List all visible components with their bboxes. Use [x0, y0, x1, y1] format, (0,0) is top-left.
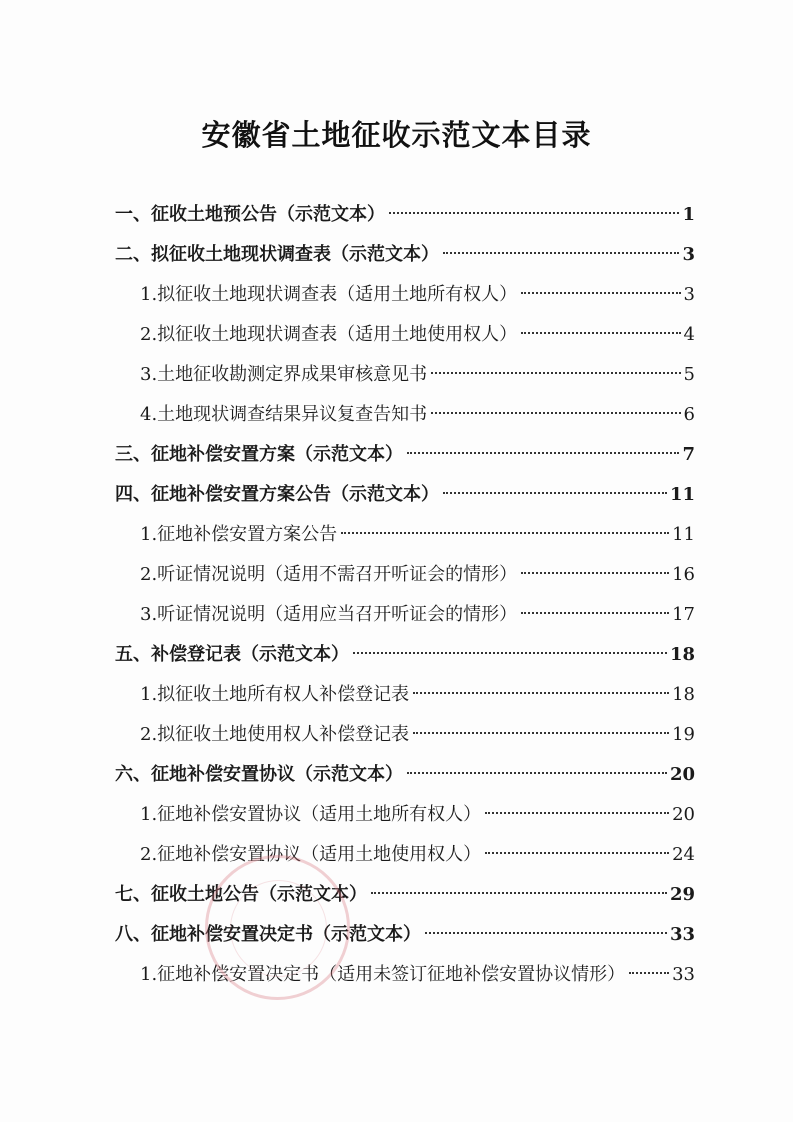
toc-page-number: 11 [669, 484, 695, 505]
toc-leader-dots [443, 492, 667, 494]
toc-entry-label: 三、征地补偿安置方案（示范文本） [115, 444, 403, 465]
toc-entry-label: 2.征地补偿安置协议（适用土地使用权人） [140, 844, 482, 865]
toc-leader-dots [629, 972, 669, 974]
toc-page-number: 3 [682, 244, 695, 265]
toc-entry-label: 3.土地征收勘测定界成果审核意见书 [140, 364, 428, 385]
toc-entry-section-2[interactable] [115, 235, 695, 275]
toc-leader-dots [485, 852, 669, 854]
toc-entry-label: 四、征地补偿安置方案公告（示范文本） [115, 484, 439, 505]
page-title: 安徽省土地征收示范文本目录 [201, 118, 592, 152]
toc-leader-dots [413, 732, 669, 734]
toc-page-number: 24 [672, 844, 695, 865]
toc-entry-label: 4.土地现状调查结果异议复查告知书 [140, 404, 428, 425]
toc-leader-dots [389, 212, 679, 214]
toc-page-number: 20 [669, 764, 695, 785]
toc-entry-label: 3.听证情况说明（适用应当召开听证会的情形） [140, 604, 518, 625]
toc-page-number: 33 [672, 964, 695, 985]
toc-entry-section-8[interactable] [115, 915, 695, 955]
toc-page-number: 17 [672, 604, 695, 625]
toc-entry-section-1[interactable] [115, 195, 695, 235]
toc-entry-subsection[interactable] [140, 515, 695, 555]
toc-entry-label: 2.拟征收土地使用权人补偿登记表 [140, 724, 410, 745]
toc-leader-dots [341, 532, 669, 534]
toc-leader-dots [431, 412, 680, 414]
toc-page-number: 16 [672, 564, 695, 585]
toc-page-number: 6 [683, 404, 695, 425]
toc-leader-dots [425, 932, 667, 934]
toc-entry-label: 1.拟征收土地现状调查表（适用土地所有权人） [140, 284, 518, 305]
faint-seal-stamp [205, 855, 350, 1000]
toc-page-number: 1 [682, 204, 695, 225]
toc-leader-dots [485, 812, 669, 814]
toc-entry-section-4[interactable] [115, 475, 695, 515]
toc-entry-label: 1.征地补偿安置决定书（适用未签订征地补偿安置协议情形） [140, 964, 626, 985]
toc-entry-subsection[interactable] [140, 355, 695, 395]
toc-entry-subsection[interactable] [140, 395, 695, 435]
toc-entry-subsection[interactable] [140, 715, 695, 755]
toc-leader-dots [407, 772, 667, 774]
toc-page-number: 20 [672, 804, 695, 825]
toc-page-number: 11 [672, 524, 695, 545]
toc-entry-subsection[interactable] [140, 835, 695, 875]
toc-leader-dots [431, 372, 680, 374]
toc-entry-subsection[interactable] [140, 795, 695, 835]
toc-leader-dots [413, 692, 669, 694]
toc-entry-label: 二、拟征收土地现状调查表（示范文本） [115, 244, 439, 265]
toc-leader-dots [371, 892, 667, 894]
toc-entry-label: 五、补偿登记表（示范文本） [115, 644, 349, 665]
toc-entry-label: 2.拟征收土地现状调查表（适用土地使用权人） [140, 324, 518, 345]
toc-entry-label: 一、征收土地预公告（示范文本） [115, 204, 385, 225]
toc-page-number: 7 [682, 444, 695, 465]
toc-entry-label: 七、征收土地公告（示范文本） [115, 884, 367, 905]
faint-seal-inner-ring [230, 880, 327, 977]
toc-page-number: 29 [669, 884, 695, 905]
toc-entry-label: 六、征地补偿安置协议（示范文本） [115, 764, 403, 785]
toc-leader-dots [443, 252, 679, 254]
toc-page-number: 4 [683, 324, 695, 345]
toc-leader-dots [521, 612, 669, 614]
toc-page-number: 19 [672, 724, 695, 745]
toc-page-number: 3 [683, 284, 695, 305]
toc-entry-section-5[interactable] [115, 635, 695, 675]
toc-entry-section-3[interactable] [115, 435, 695, 475]
toc-entry-label: 1.征地补偿安置协议（适用土地所有权人） [140, 804, 482, 825]
toc-entry-section-6[interactable] [115, 755, 695, 795]
toc-entry-subsection[interactable] [140, 555, 695, 595]
toc-page-number: 18 [669, 644, 695, 665]
toc-page-number: 18 [672, 684, 695, 705]
toc-leader-dots [521, 292, 680, 294]
toc-entry-subsection[interactable] [140, 275, 695, 315]
toc-entry-subsection[interactable] [140, 315, 695, 355]
toc-entry-subsection[interactable] [140, 675, 695, 715]
toc-entry-subsection[interactable] [140, 595, 695, 635]
toc-page-number: 5 [683, 364, 695, 385]
toc-leader-dots [353, 652, 667, 654]
toc-entry-section-7[interactable] [115, 875, 695, 915]
toc-entry-label: 1.征地补偿安置方案公告 [140, 524, 338, 545]
toc-leader-dots [407, 452, 679, 454]
toc-entry-label: 2.听证情况说明（适用不需召开听证会的情形） [140, 564, 518, 585]
toc-entry-label: 八、征地补偿安置决定书（示范文本） [115, 924, 421, 945]
toc-leader-dots [521, 332, 680, 334]
toc-entry-label: 1.拟征收土地所有权人补偿登记表 [140, 684, 410, 705]
toc-leader-dots [521, 572, 669, 574]
toc-page-number: 33 [669, 924, 695, 945]
